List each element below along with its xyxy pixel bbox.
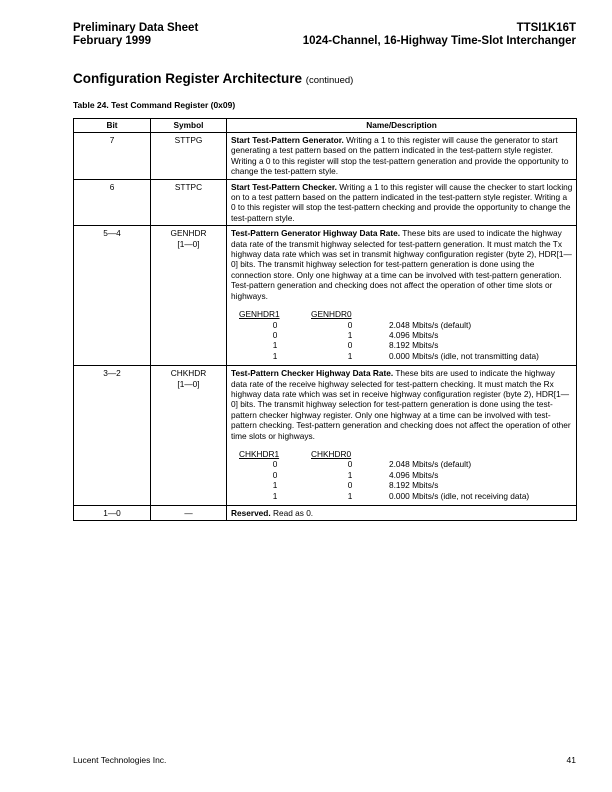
part-number: TTSI1K16T xyxy=(516,22,576,34)
subtable-bit1: 1 xyxy=(272,480,278,491)
subtable-header-row xyxy=(239,449,529,459)
column-header-bit: Bit xyxy=(74,119,151,133)
subtable-bit0: 1 xyxy=(347,350,353,361)
subtable-bit1: 1 xyxy=(272,340,278,351)
field-description: Writing a 1 to this register will cause the generator to start generating a test pattern based on the pattern indicated in the test-pattern style register. Writing a 0 to this register will stop the test-pattern generation and provide the opportunity to change the test-pattern style. xyxy=(231,135,569,177)
subtable-header-bit0: CHKHDR0 xyxy=(311,448,352,459)
subtable-rate: 2.048 Mbits/s (default) xyxy=(389,319,472,330)
symbol-range: [1—0] xyxy=(177,378,200,389)
field-name: Start Test-Pattern Checker. xyxy=(231,181,337,192)
subtable-header-row xyxy=(239,309,539,319)
symbol-name: STTPG xyxy=(174,135,203,145)
section-continued: (continued) xyxy=(305,75,354,86)
subtable-header-bit1: GENHDR1 xyxy=(239,309,280,320)
subtable-bit0: 1 xyxy=(347,490,353,501)
column-header-symbol: Symbol xyxy=(151,119,227,133)
subtable-bit1: 0 xyxy=(272,319,278,330)
description-cell xyxy=(227,506,577,521)
description-cell xyxy=(227,226,577,366)
symbol-name: CHKHDR xyxy=(170,368,207,379)
bit-cell: 3—2 xyxy=(74,366,151,506)
table-row xyxy=(74,133,577,180)
register-table xyxy=(73,118,577,521)
subtable-row xyxy=(239,470,529,480)
subtable-row xyxy=(239,320,539,330)
bit-cell: 5—4 xyxy=(74,226,151,366)
subtable-bit1: 0 xyxy=(272,459,278,470)
subtable-rate: 0.000 Mbits/s (idle, not transmitting data) xyxy=(389,350,539,361)
rate-subtable xyxy=(239,309,539,361)
footer-company: Lucent Technologies Inc. xyxy=(73,755,167,765)
symbol-range: [1—0] xyxy=(177,238,200,249)
description-cell xyxy=(227,133,577,180)
subtable-bit0: 0 xyxy=(347,319,353,330)
table-caption: Table 24. Test Command Register (0x09) xyxy=(73,100,236,110)
subtable-row xyxy=(239,330,539,340)
symbol-name: STTPC xyxy=(174,181,203,192)
doc-date: February 1999 xyxy=(73,35,151,47)
subtable-bit0: 0 xyxy=(347,340,353,351)
section-title-text: Configuration Register Architecture xyxy=(73,71,303,86)
rate-subtable xyxy=(239,449,529,501)
document-header-right xyxy=(303,22,576,48)
subtable-rate: 2.048 Mbits/s (default) xyxy=(389,459,472,470)
subtable-row xyxy=(239,459,529,469)
subtable-header-bit1: CHKHDR1 xyxy=(239,448,280,459)
table-row xyxy=(74,506,577,521)
subtable-header-bit0: GENHDR0 xyxy=(311,309,352,320)
field-name: Start Test-Pattern Generator. xyxy=(231,135,344,145)
table-row xyxy=(74,226,577,366)
table-header-row xyxy=(74,119,577,133)
description-cell xyxy=(227,179,577,226)
subtable-rate: 4.096 Mbits/s xyxy=(389,469,439,480)
field-name: Test-Pattern Generator Highway Data Rate. xyxy=(231,228,401,239)
symbol-name: — xyxy=(184,508,193,518)
table-row xyxy=(74,366,577,506)
subtable-bit0: 1 xyxy=(347,329,353,340)
bit-cell: 1—0 xyxy=(74,506,151,521)
field-description: Read as 0. xyxy=(272,508,314,518)
subtable-rate: 4.096 Mbits/s xyxy=(389,329,439,340)
symbol-cell xyxy=(151,133,227,180)
subtable-bit1: 1 xyxy=(272,350,278,361)
subtable-bit0: 0 xyxy=(347,480,353,491)
field-name: Test-Pattern Checker Highway Data Rate. xyxy=(231,368,394,379)
subtable-row xyxy=(239,351,539,361)
bit-cell: 7 xyxy=(74,133,151,180)
table-row xyxy=(74,179,577,226)
field-description: These bits are used to indicate the highway data rate of the receive highway selected for test-pattern checking. It must match the Rx highway data rate which was set in receive highway configuration register (byte 2), HDR[1—0] bits. The transmit highway selection for test-pattern generation is done using the test-pattern checker highway register. Only one highway at a time can be involved with test-pattern checking. Test-pattern generation and checking does not affect the operation of other time slots or highways. xyxy=(231,368,571,441)
subtable-bit1: 0 xyxy=(272,469,278,480)
page-number: 41 xyxy=(566,755,576,765)
subtable-rate: 0.000 Mbits/s (idle, not receiving data) xyxy=(389,490,530,501)
description-cell xyxy=(227,366,577,506)
symbol-cell xyxy=(151,506,227,521)
subtable-bit1: 1 xyxy=(272,490,278,501)
symbol-cell xyxy=(151,179,227,226)
field-description: Writing a 1 to this register will cause the checker to start locking on to a test pattern based on the pattern indicated in the test-pattern style register. Writing a 0 to this register will stop the test-pattern checking and provide the opportunity to change the test-pattern style. xyxy=(231,181,573,223)
subtable-bit1: 0 xyxy=(272,329,278,340)
subtable-row xyxy=(239,340,539,350)
subtable-rate: 8.192 Mbits/s xyxy=(389,480,439,491)
column-header-description: Name/Description xyxy=(227,119,577,133)
symbol-cell xyxy=(151,226,227,366)
field-description: These bits are used to indicate the highway data rate of the transmit highway selected for test-pattern generation. It must match the Tx highway data rate which was set in transmit highway configuration register (byte 2), HDR[1—0] bits. The transmit highway selection for test-pattern generation is done using the connection store. Only one highway at a time can be involved with test-pattern generation. Test-pattern generation and checking does not affect the operation of other time slots or highways. xyxy=(231,228,572,301)
subtable-row xyxy=(239,480,529,490)
subtable-bit0: 0 xyxy=(347,459,353,470)
document-header-left xyxy=(73,22,198,48)
subtable-bit0: 1 xyxy=(347,469,353,480)
doc-status: Preliminary Data Sheet xyxy=(73,22,199,34)
part-description: 1024-Channel, 16-Highway Time-Slot Interchanger xyxy=(302,35,576,47)
section-title xyxy=(73,71,353,86)
symbol-name: GENHDR xyxy=(170,228,207,239)
bit-cell: 6 xyxy=(74,179,151,226)
subtable-rate: 8.192 Mbits/s xyxy=(389,340,439,351)
symbol-cell xyxy=(151,366,227,506)
field-name: Reserved. xyxy=(231,508,271,518)
subtable-row xyxy=(239,491,529,501)
